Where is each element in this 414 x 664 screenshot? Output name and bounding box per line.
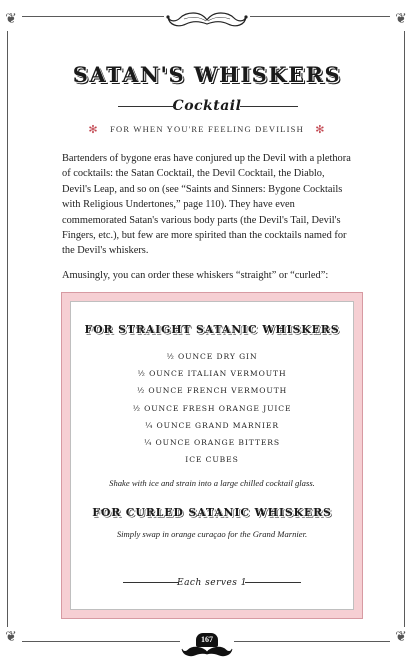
intro-paragraph: Bartenders of bygone eras have conjured up the Devil with a plethora of cocktails: the Satan Cocktail, the Devil Cocktail, the Diablo, Devil's Leap, and so on (see “Saints and Sinners: Bygone Cocktails with Religious Undertones,” page 110). They have even commemorated Satan's various body parts (the Devil's Tail, Devil's Fingers, etc.), but few are more spirited than the cocktails named for the Devil's whiskers.: [62, 153, 351, 257]
recipe-header: [0, 62, 414, 118]
curled-section-title: FOR CURLED SATANIC WHISKERS: [92, 506, 332, 520]
corner-flourish-icon: ❦: [390, 9, 412, 31]
star-icon: ✻: [88, 124, 99, 136]
ingredient-item: ¼ OUNCE ORANGE BITTERS: [143, 438, 281, 448]
subtitle-row: [0, 94, 414, 118]
star-icon: ✻: [315, 124, 326, 136]
tagline-row: [0, 123, 414, 136]
recipe-card-inner: [70, 301, 354, 610]
tagline: FOR WHEN YOU'RE FEELING DEVILISH: [110, 124, 304, 134]
corner-flourish-icon: ❦: [0, 627, 22, 649]
ingredient-item: ½ OUNCE ITALIAN VERMOUTH: [137, 369, 287, 379]
corner-flourish-icon: ❦: [390, 627, 412, 649]
intro-text: [62, 151, 356, 292]
mustache-ornament-icon: [164, 6, 250, 32]
page-number: 167: [196, 633, 218, 647]
serves-rule-right: [245, 582, 301, 583]
ingredient-item: ICE CUBES: [185, 455, 239, 465]
corner-flourish-icon: ❦: [0, 9, 22, 31]
subtitle-rule-left: [118, 106, 176, 107]
recipe-card: [61, 292, 363, 619]
ingredient-item: ¼ OUNCE GRAND MARNIER: [144, 420, 279, 430]
serves-rule-left: [123, 582, 179, 583]
curled-note: Simply swap in orange curaçao for the Grand Marnier.: [116, 529, 308, 540]
ingredient-item: ½ OUNCE DRY GIN: [166, 352, 258, 361]
ingredient-list: [71, 348, 353, 468]
subtitle-rule-right: [240, 106, 298, 107]
recipe-title: SATAN'S WHISKERS: [72, 62, 342, 87]
recipe-subtitle: Cocktail: [172, 98, 242, 114]
instructions: Shake with ice and strain into a large chilled cocktail glass.: [109, 478, 315, 489]
intro-paragraph: Amusingly, you can order these whiskers “straight” or “curled”:: [62, 269, 329, 281]
serves-text: Each serves 1: [177, 578, 247, 588]
serves-row: [71, 572, 353, 592]
ingredient-item: ½ OUNCE FRESH ORANGE JUICE: [132, 403, 292, 413]
ingredient-item: ½ OUNCE FRENCH VERMOUTH: [136, 386, 288, 396]
straight-section-title: FOR STRAIGHT SATANIC WHISKERS: [84, 323, 340, 336]
